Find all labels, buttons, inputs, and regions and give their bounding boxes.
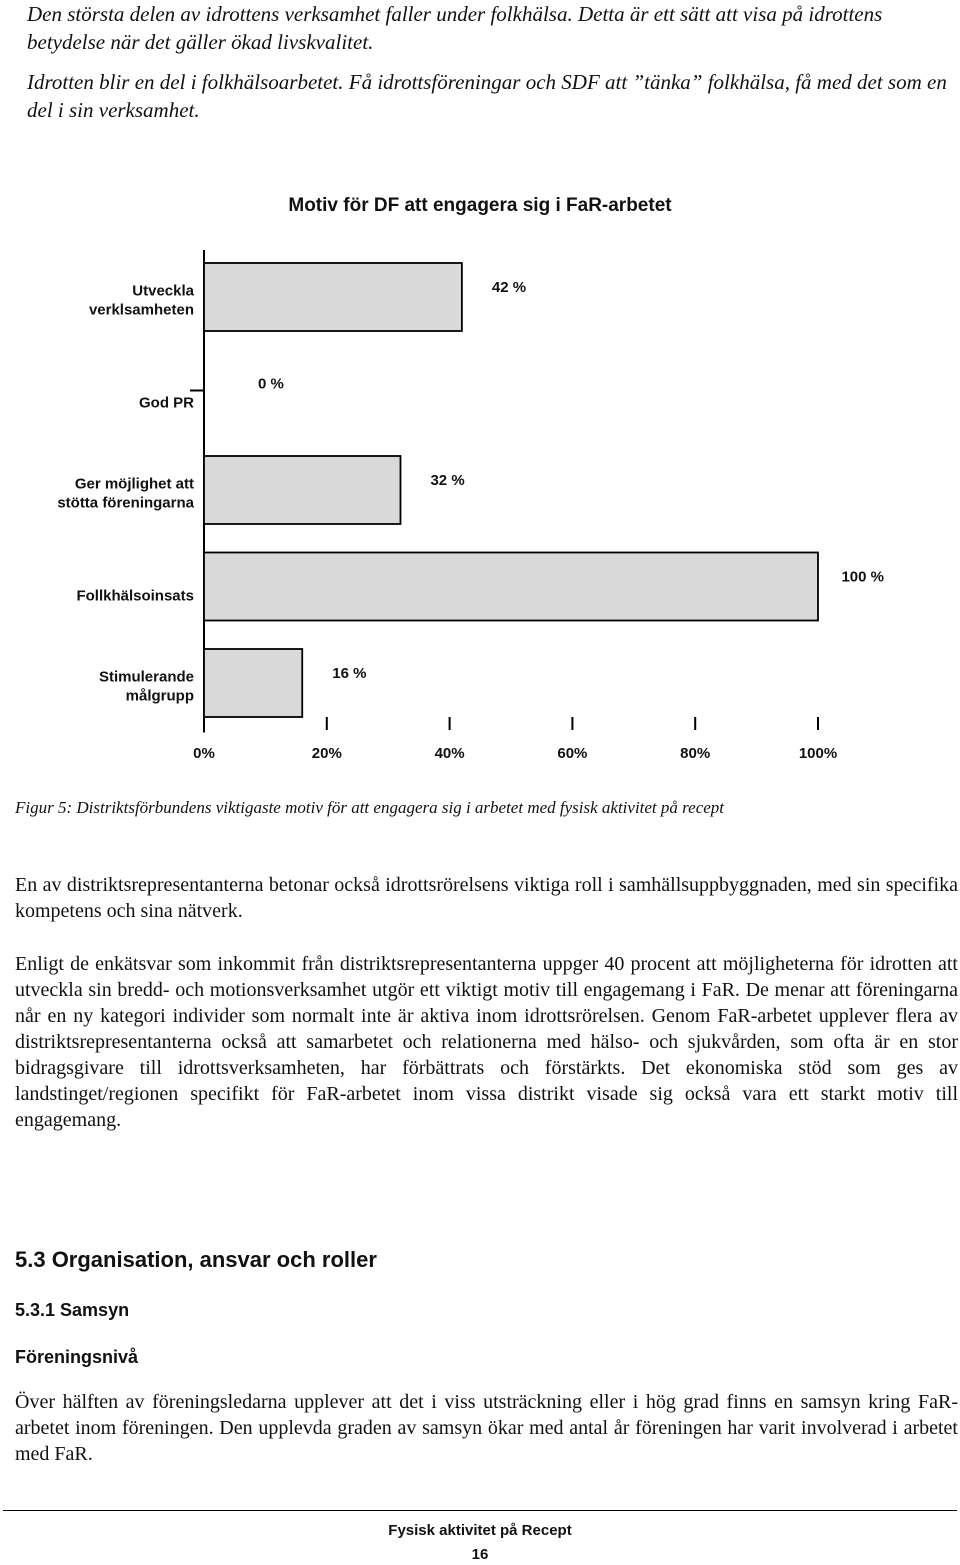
section-paragraph: Över hälften av föreningsledarna upplever att det i viss utsträckning eller i hög grad finns en samsyn kring FaR-arbetet inom föreningen. Den upplevda graden av samsyn ökar med antal år föreningen har varit involverad i arbetet med FaR. [15, 1391, 958, 1465]
data-label-4: 100 % [841, 568, 884, 586]
category-label-5-2: målgrupp [125, 687, 194, 705]
category-label-5-1: Stimulerande [98, 668, 194, 686]
x-tick-label-6: 100% [798, 745, 838, 762]
footer-title: Fysisk aktivitet på Recept [388, 1522, 572, 1539]
intro-paragraph-2: Idrotten blir en del i folkhälsoarbetet. Få idrottsföreningar och SDF att ”tänka” folkhälsa, få med det som en del i sin verksamhet. [27, 70, 947, 122]
x-tick-label-2: 20% [311, 745, 342, 762]
x-tick-label-5: 80% [680, 745, 711, 762]
category-label-2-1: God PR [139, 394, 194, 412]
x-tick-label-1: 0% [193, 745, 215, 762]
bar-5 [204, 649, 302, 717]
intro-paragraph-1: Den största delen av idrottens verksamhet faller under folkhälsa. Detta är ett sätt att visa på idrottens betydelse när det gäller ökad livskvalitet. [27, 2, 883, 54]
bar-chart [0, 230, 960, 770]
page-number: 16 [471, 1546, 489, 1563]
chart-title: Motiv för DF att engagera sig i FaR-arbetet [288, 195, 672, 216]
figure-caption: Figur 5: Distriktsförbundens viktigaste motiv för att engagera sig i arbetet med fysisk aktivitet på recept [15, 798, 725, 817]
data-label-5: 16 % [332, 665, 367, 682]
category-label-1-2: verklsamheten [88, 301, 194, 319]
x-tick-label-4: 60% [557, 745, 588, 762]
category-label-4-1: Follkhälsoinsats [76, 587, 194, 605]
subsubsection-heading: Föreningsnivå [15, 1347, 139, 1367]
subsection-heading: 5.3.1 Samsyn [15, 1300, 130, 1320]
x-tick-label-3: 40% [434, 745, 465, 762]
data-label-2: 0 % [258, 375, 284, 393]
category-label-3-2: stötta föreningarna [57, 494, 194, 512]
category-label-3-1: Ger möjlighet att [74, 475, 194, 493]
category-label-1-1: Utveckla [132, 282, 194, 300]
bar-1 [204, 263, 462, 331]
section-heading: 5.3 Organisation, ansvar och roller [15, 1247, 377, 1272]
data-label-1: 42 % [491, 279, 527, 296]
body-paragraph-2: Enligt de enkätsvar som inkommit från distriktsrepresentanterna uppger 40 procent att möjligheterna för idrotten att utveckla sin bredd- och motionsverksamhet utgör ett viktigt motiv till engagemang i FaR. De menar att föreningarna når en ny kategori individer som normalt inte är aktiva inom idrottsrörelsen. Genom FaR-arbetet upplever flera av distriktsrepresentanterna också att samarbetet och relationerna med hälso- och sjukvården, som ofta är en stor bidragsgivare till idrottsverksamheten, har förbättrats och förstärkts. Det ekonomiska stöd som ges av landstinget/regionen specifikt för FaR-arbetet inom vissa distrikt visade sig också vara ett starkt motiv till engagemang. [15, 953, 958, 1131]
footer-divider [3, 1510, 957, 1511]
data-label-3: 32 % [430, 472, 465, 489]
body-paragraph-1: En av distriktsrepresentanterna betonar också idrottsrörelsens viktiga roll i samhällsuppbyggnaden, med sin specifika kompetens och sina nätverk. [15, 874, 958, 922]
bar-3 [204, 456, 400, 524]
bar-4 [204, 553, 818, 621]
